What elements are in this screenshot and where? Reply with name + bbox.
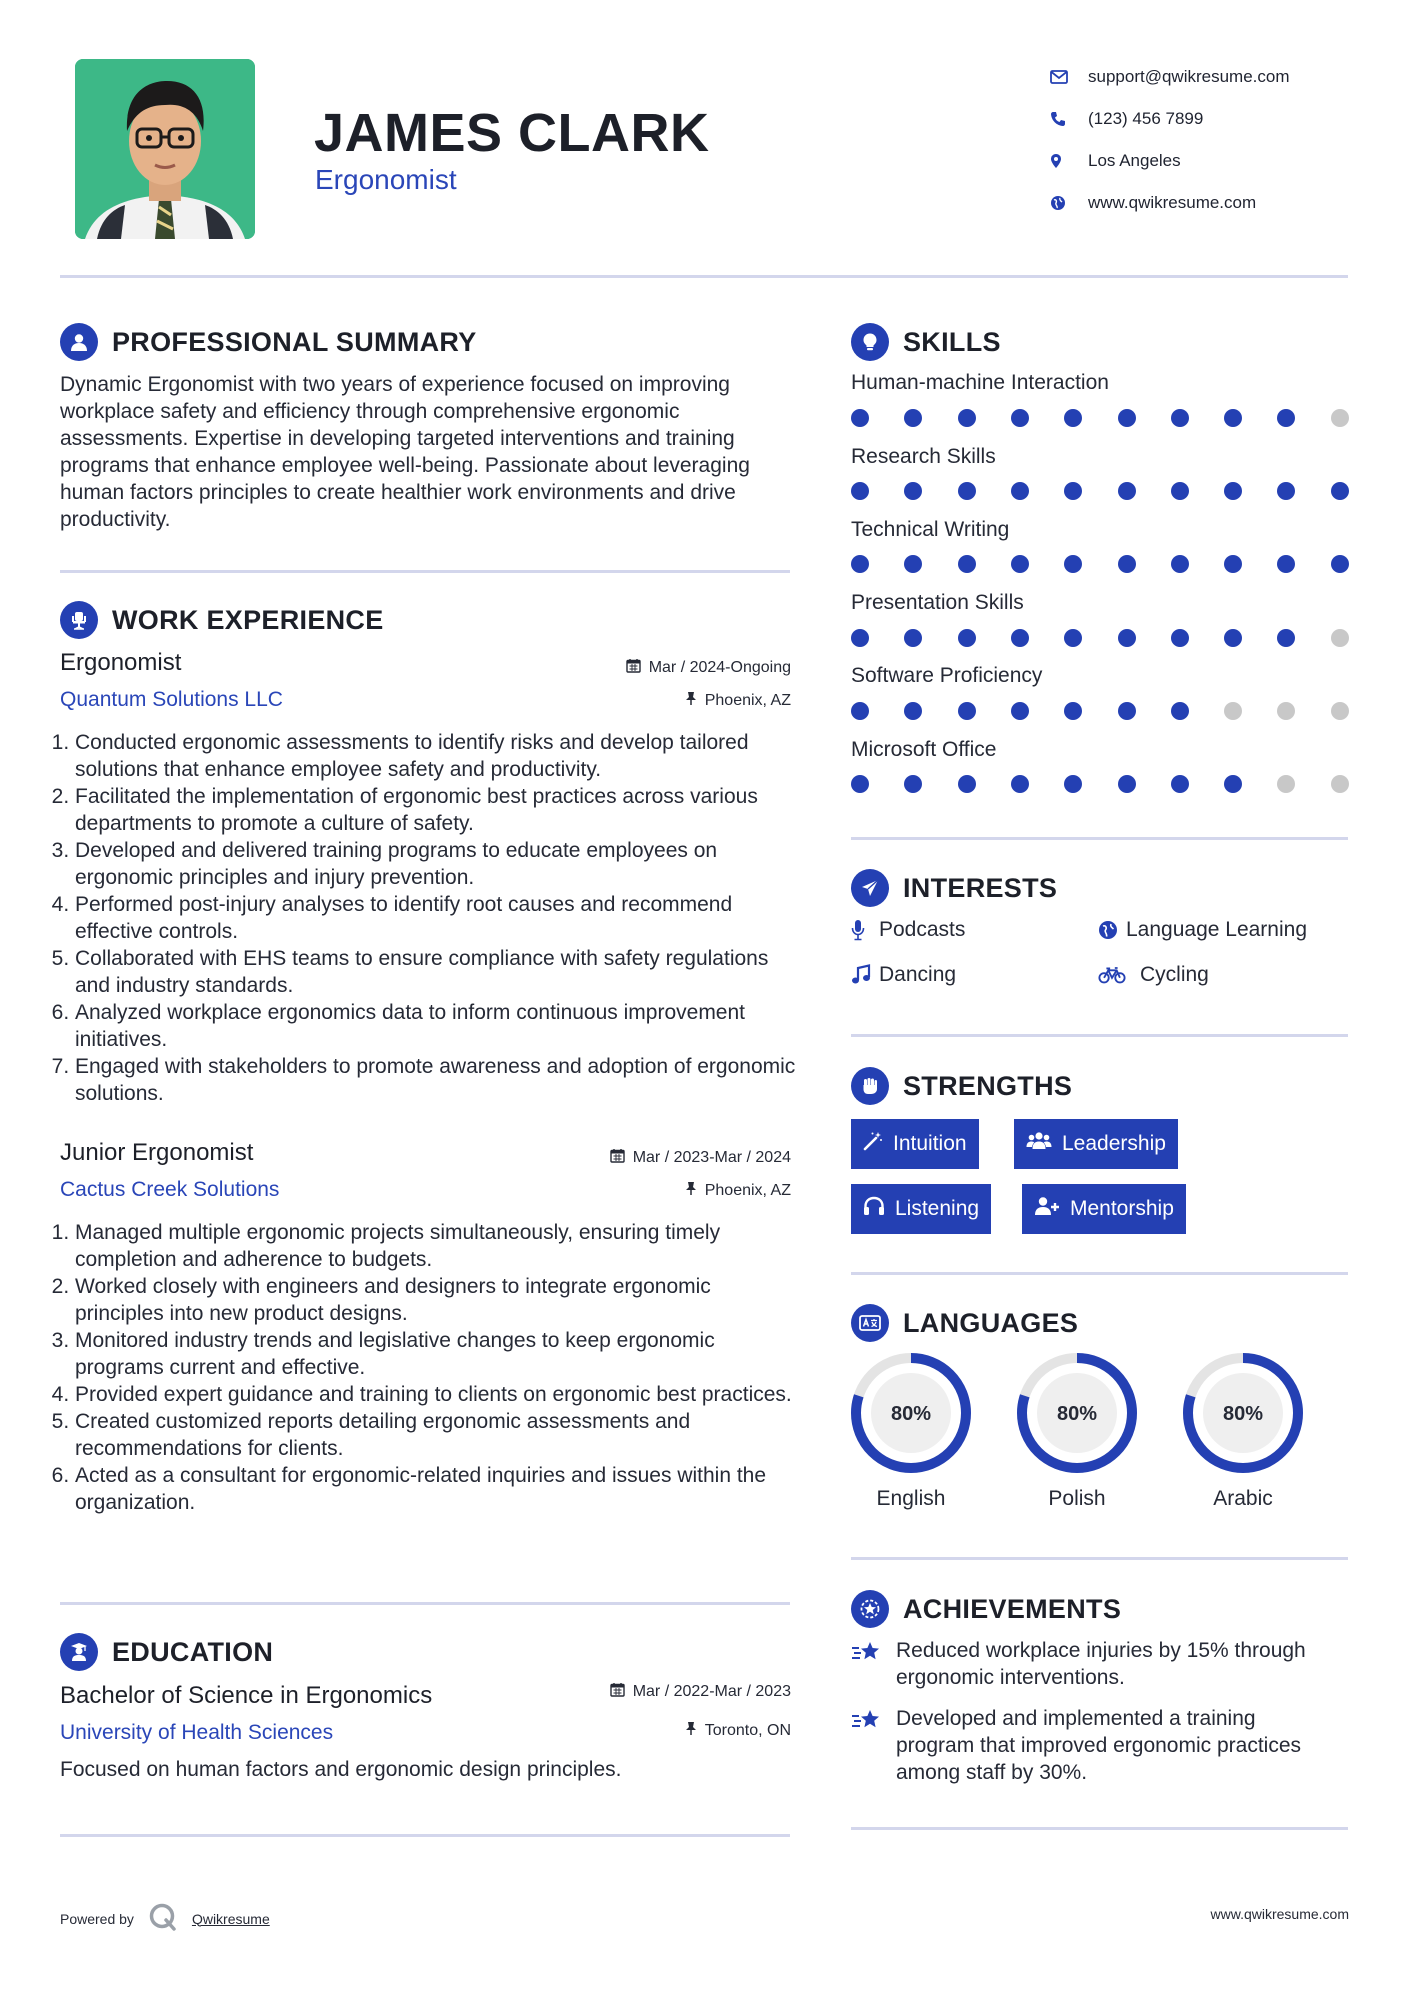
job-location-text: Phoenix, AZ [704,1182,791,1199]
progress-ring [1181,1351,1305,1475]
list-item: 1. Conducted ergonomic assessments to identify risks and develop tailored solutions that enhance employee safety and productivity. [75,729,797,783]
skill-name: Technical Writing [851,518,1010,541]
rating-dot [958,409,976,427]
contact-location-text: Los Angeles [1088,151,1181,170]
bicycle-icon [1098,965,1126,985]
skill-rating [851,409,1351,427]
ring-percent-label: 80% [1222,1403,1264,1425]
education-school: University of Health Sciences [60,1721,334,1744]
achievements-title: ACHIEVEMENTS [903,1593,1122,1624]
rating-dot [1118,555,1136,573]
skill-name: Human-machine Interaction [851,371,1109,394]
skills-heading [851,323,1001,361]
achievement-text: Developed and implemented a training program that improved ergonomic practices among staff by 30%. [896,1707,1302,1784]
education-title: EDUCATION [112,1636,274,1667]
fist-icon [851,1067,889,1105]
list-item: 1. Managed multiple ergonomic projects simultaneously, ensuring timely completion and adherence to budgets. [75,1219,797,1273]
rating-dot [1011,629,1029,647]
ring-percent-label: 80% [1056,1403,1098,1425]
user-icon [60,323,98,361]
rating-dot [1064,555,1082,573]
job-dates-text: Mar / 2023-Mar / 2024 [632,1149,791,1166]
list-item: 6. Acted as a consultant for ergonomic-related inquiries and issues within the organization. [75,1462,797,1516]
candidate-name: JAMES CLARK [314,103,710,163]
job-dates [626,658,791,678]
rating-dot [1064,629,1082,647]
rating-dot [958,775,976,793]
experience-heading [60,601,384,639]
rating-dot [851,775,869,793]
progress-ring [1015,1351,1139,1475]
language-icon [851,1304,889,1342]
contact-phone-text: (123) 456 7899 [1088,109,1204,128]
interest-item [851,963,956,987]
list-item: 7. Engaged with stakeholders to promote awareness and adoption of ergonomic solutions. [75,1053,797,1107]
pushpin-icon [685,691,697,711]
skill-rating [851,555,1351,573]
rating-dot [1224,555,1242,573]
star-badge-icon [851,1590,889,1628]
envelope-icon [1050,70,1088,84]
rating-dot [1118,482,1136,500]
rating-dot [1277,775,1295,793]
list-item: 3. Developed and delivered training programs to educate employees on ergonomic principles and injury prevention. [75,837,797,891]
candidate-role: Ergonomist [315,164,457,195]
list-item: 5. Created customized reports detailing ergonomic assessments and recommendations for clients. [75,1408,797,1462]
language-ring [849,1351,973,1475]
interest-label: Dancing [879,963,957,986]
strength-label: Intuition [893,1132,967,1155]
skill-rating [851,775,1351,793]
magic-wand-icon [863,1131,883,1157]
pushpin-icon [685,1181,697,1201]
header-divider [60,275,1348,278]
job-bullets [57,729,797,1107]
shooting-star-icon [851,1705,896,1786]
rating-dot [1064,702,1082,720]
progress-ring [849,1351,973,1475]
education-dates [610,1682,791,1702]
strengths-title: STRENGTHS [903,1070,1073,1101]
interest-label: Language Learning [1126,918,1308,941]
achievements-heading [851,1590,1121,1628]
rating-dot [1064,482,1082,500]
interest-item [1098,963,1209,987]
skill-rating [851,482,1351,500]
rating-dot [1277,702,1295,720]
rating-dot [904,482,922,500]
skill-rating [851,702,1351,720]
contact-website[interactable] [1050,182,1380,224]
list-item: 6. Analyzed workplace ergonomics data to inform continuous improvement initiatives. [75,999,797,1053]
contact-website-text: www.qwikresume.com [1088,193,1257,212]
rating-dot [958,702,976,720]
strength-chip [851,1184,991,1234]
list-item: 2. Worked closely with engineers and designers to integrate ergonomic principles into new product designs. [75,1273,797,1327]
strength-label: Mentorship [1070,1197,1174,1220]
office-chair-icon [60,601,98,639]
rating-dot [1011,775,1029,793]
map-pin-icon [1050,153,1088,169]
users-icon [1026,1131,1052,1157]
ring-percent-label: 80% [890,1403,932,1425]
powered-by-text: Powered by [60,1910,134,1927]
job-title: Junior Ergonomist [60,1139,254,1166]
job-dates [610,1148,791,1168]
rating-dot [1277,629,1295,647]
interests-divider [851,1034,1348,1037]
rating-dot [851,555,869,573]
rating-dot [1011,555,1029,573]
skills-title: SKILLS [903,326,1001,357]
list-item: 5. Collaborated with EHS teams to ensure compliance with safety regulations and industry standards. [75,945,797,999]
experience-divider [60,1602,790,1605]
rating-dot [851,482,869,500]
rating-dot [1277,555,1295,573]
rating-dot [1224,775,1242,793]
shooting-star-icon [851,1637,896,1691]
rating-dot [1331,629,1349,647]
strength-chip [1014,1119,1178,1169]
rating-dot [904,555,922,573]
user-plus-icon [1034,1196,1060,1222]
languages-divider [851,1557,1348,1560]
rating-dot [958,629,976,647]
language-ring [1181,1351,1305,1475]
job-dates-text: Mar / 2024-Ongoing [648,659,791,676]
summary-divider [60,570,790,573]
education-divider [60,1834,790,1837]
rating-dot [851,702,869,720]
rating-dot [1171,702,1189,720]
phone-icon [1050,111,1088,127]
interest-label: Cycling [1140,963,1209,986]
job-company: Quantum Solutions LLC [60,688,283,711]
rating-dot [904,409,922,427]
microphone-icon [851,919,879,941]
calendar-icon [610,1148,625,1168]
achievement-item [851,1637,1321,1691]
interest-item [1098,918,1307,942]
education-heading [60,1633,273,1671]
rating-dot [1171,555,1189,573]
calendar-icon [626,658,641,678]
rating-dot [904,629,922,647]
summary-title: PROFESSIONAL SUMMARY [112,326,477,357]
rating-dot [1224,702,1242,720]
skill-name: Presentation Skills [851,591,1024,614]
globe-icon [1098,920,1126,940]
rating-dot [1011,702,1029,720]
education-degree: Bachelor of Science in Ergonomics [60,1682,433,1709]
rating-dot [1118,409,1136,427]
pushpin-icon [685,1721,697,1741]
skill-name: Research Skills [851,445,996,468]
skills-divider [851,837,1348,840]
rating-dot [1118,702,1136,720]
strength-chip [851,1119,979,1169]
calendar-icon [610,1682,625,1702]
rating-dot [1064,409,1082,427]
achievements-divider [851,1827,1348,1830]
rating-dot [1331,775,1349,793]
footer-powered [60,1902,270,1935]
rating-dot [1118,775,1136,793]
education-dates-text: Mar / 2022-Mar / 2023 [632,1683,791,1700]
rating-dot [1331,482,1349,500]
contact-list [1050,56,1380,224]
rating-dot [1224,409,1242,427]
languages-heading [851,1304,1078,1342]
rating-dot [1331,702,1349,720]
rating-dot [1277,482,1295,500]
strength-chip [1022,1184,1186,1234]
strengths-divider [851,1272,1348,1275]
rating-dot [1118,629,1136,647]
strengths-heading [851,1067,1072,1105]
job-location [685,691,791,711]
job-location-text: Phoenix, AZ [704,692,791,709]
job-title: Ergonomist [60,649,182,676]
qwikresume-logo-icon [148,1902,178,1935]
rating-dot [904,775,922,793]
contact-email[interactable] [1050,56,1380,98]
rating-dot [1331,555,1349,573]
strength-label: Leadership [1062,1132,1166,1155]
music-note-icon [851,964,879,986]
rating-dot [1331,409,1349,427]
summary-text: Dynamic Ergonomist with two years of experience focused on improving workplace safety and efficiency through comprehensive ergonomic assessments. Expertise in developing targeted interventions and training programs that enhance employee well-being. Passionate about leveraging human factors principles to create healthier work environments and drive productivity. [60,373,750,531]
language-name: Arabic [1213,1487,1273,1510]
rating-dot [958,555,976,573]
contact-phone[interactable] [1050,98,1380,140]
languages-title: LANGUAGES [903,1307,1079,1338]
job-company: Cactus Creek Solutions [60,1178,280,1201]
rating-dot [1011,482,1029,500]
rating-dot [1277,409,1295,427]
rating-dot [851,629,869,647]
education-location-text: Toronto, ON [704,1722,791,1739]
profile-photo [75,59,255,239]
graduate-icon [60,1633,98,1671]
job-bullets [57,1219,797,1516]
list-item: 3. Monitored industry trends and legislative changes to keep ergonomic programs current and effective. [75,1327,797,1381]
skill-name: Software Proficiency [851,664,1043,687]
interest-label: Podcasts [879,918,966,941]
list-item: 4. Provided expert guidance and training to clients on ergonomic best practices. [75,1381,797,1408]
qwikresume-link[interactable]: Qwikresume [191,1910,270,1927]
paper-plane-icon [851,869,889,907]
experience-title: WORK EXPERIENCE [112,604,384,635]
education-location [685,1721,791,1741]
interests-heading [851,869,1057,907]
achievement-item [851,1705,1321,1786]
headphones-icon [863,1196,885,1222]
rating-dot [851,409,869,427]
achievement-text: Reduced workplace injuries by 15% through ergonomic interventions. [896,1639,1306,1689]
education-description: Focused on human factors and ergonomic design principles. [60,1758,622,1781]
job-location [685,1181,791,1201]
interests-title: INTERESTS [903,872,1058,903]
language-name: Polish [1048,1487,1106,1510]
footer-website[interactable]: www.qwikresume.com [1210,1906,1349,1922]
summary-heading [60,323,477,361]
rating-dot [958,482,976,500]
globe-icon [1050,195,1088,211]
lightbulb-icon [851,323,889,361]
skill-rating [851,629,1351,647]
rating-dot [1224,629,1242,647]
rating-dot [1171,409,1189,427]
language-name: English [876,1487,946,1510]
rating-dot [1171,775,1189,793]
rating-dot [1064,775,1082,793]
list-item: 2. Facilitated the implementation of ergonomic best practices across various departments to promote a culture of safety. [75,783,797,837]
rating-dot [1011,409,1029,427]
language-ring [1015,1351,1139,1475]
contact-location [1050,140,1380,182]
list-item: 4. Performed post-injury analyses to identify root causes and recommend effective controls. [75,891,797,945]
skill-name: Microsoft Office [851,738,997,761]
interest-item [851,918,965,942]
rating-dot [1171,629,1189,647]
rating-dot [904,702,922,720]
strength-label: Listening [895,1197,980,1220]
contact-email-text: support@qwikresume.com [1088,67,1290,86]
rating-dot [1171,482,1189,500]
rating-dot [1224,482,1242,500]
